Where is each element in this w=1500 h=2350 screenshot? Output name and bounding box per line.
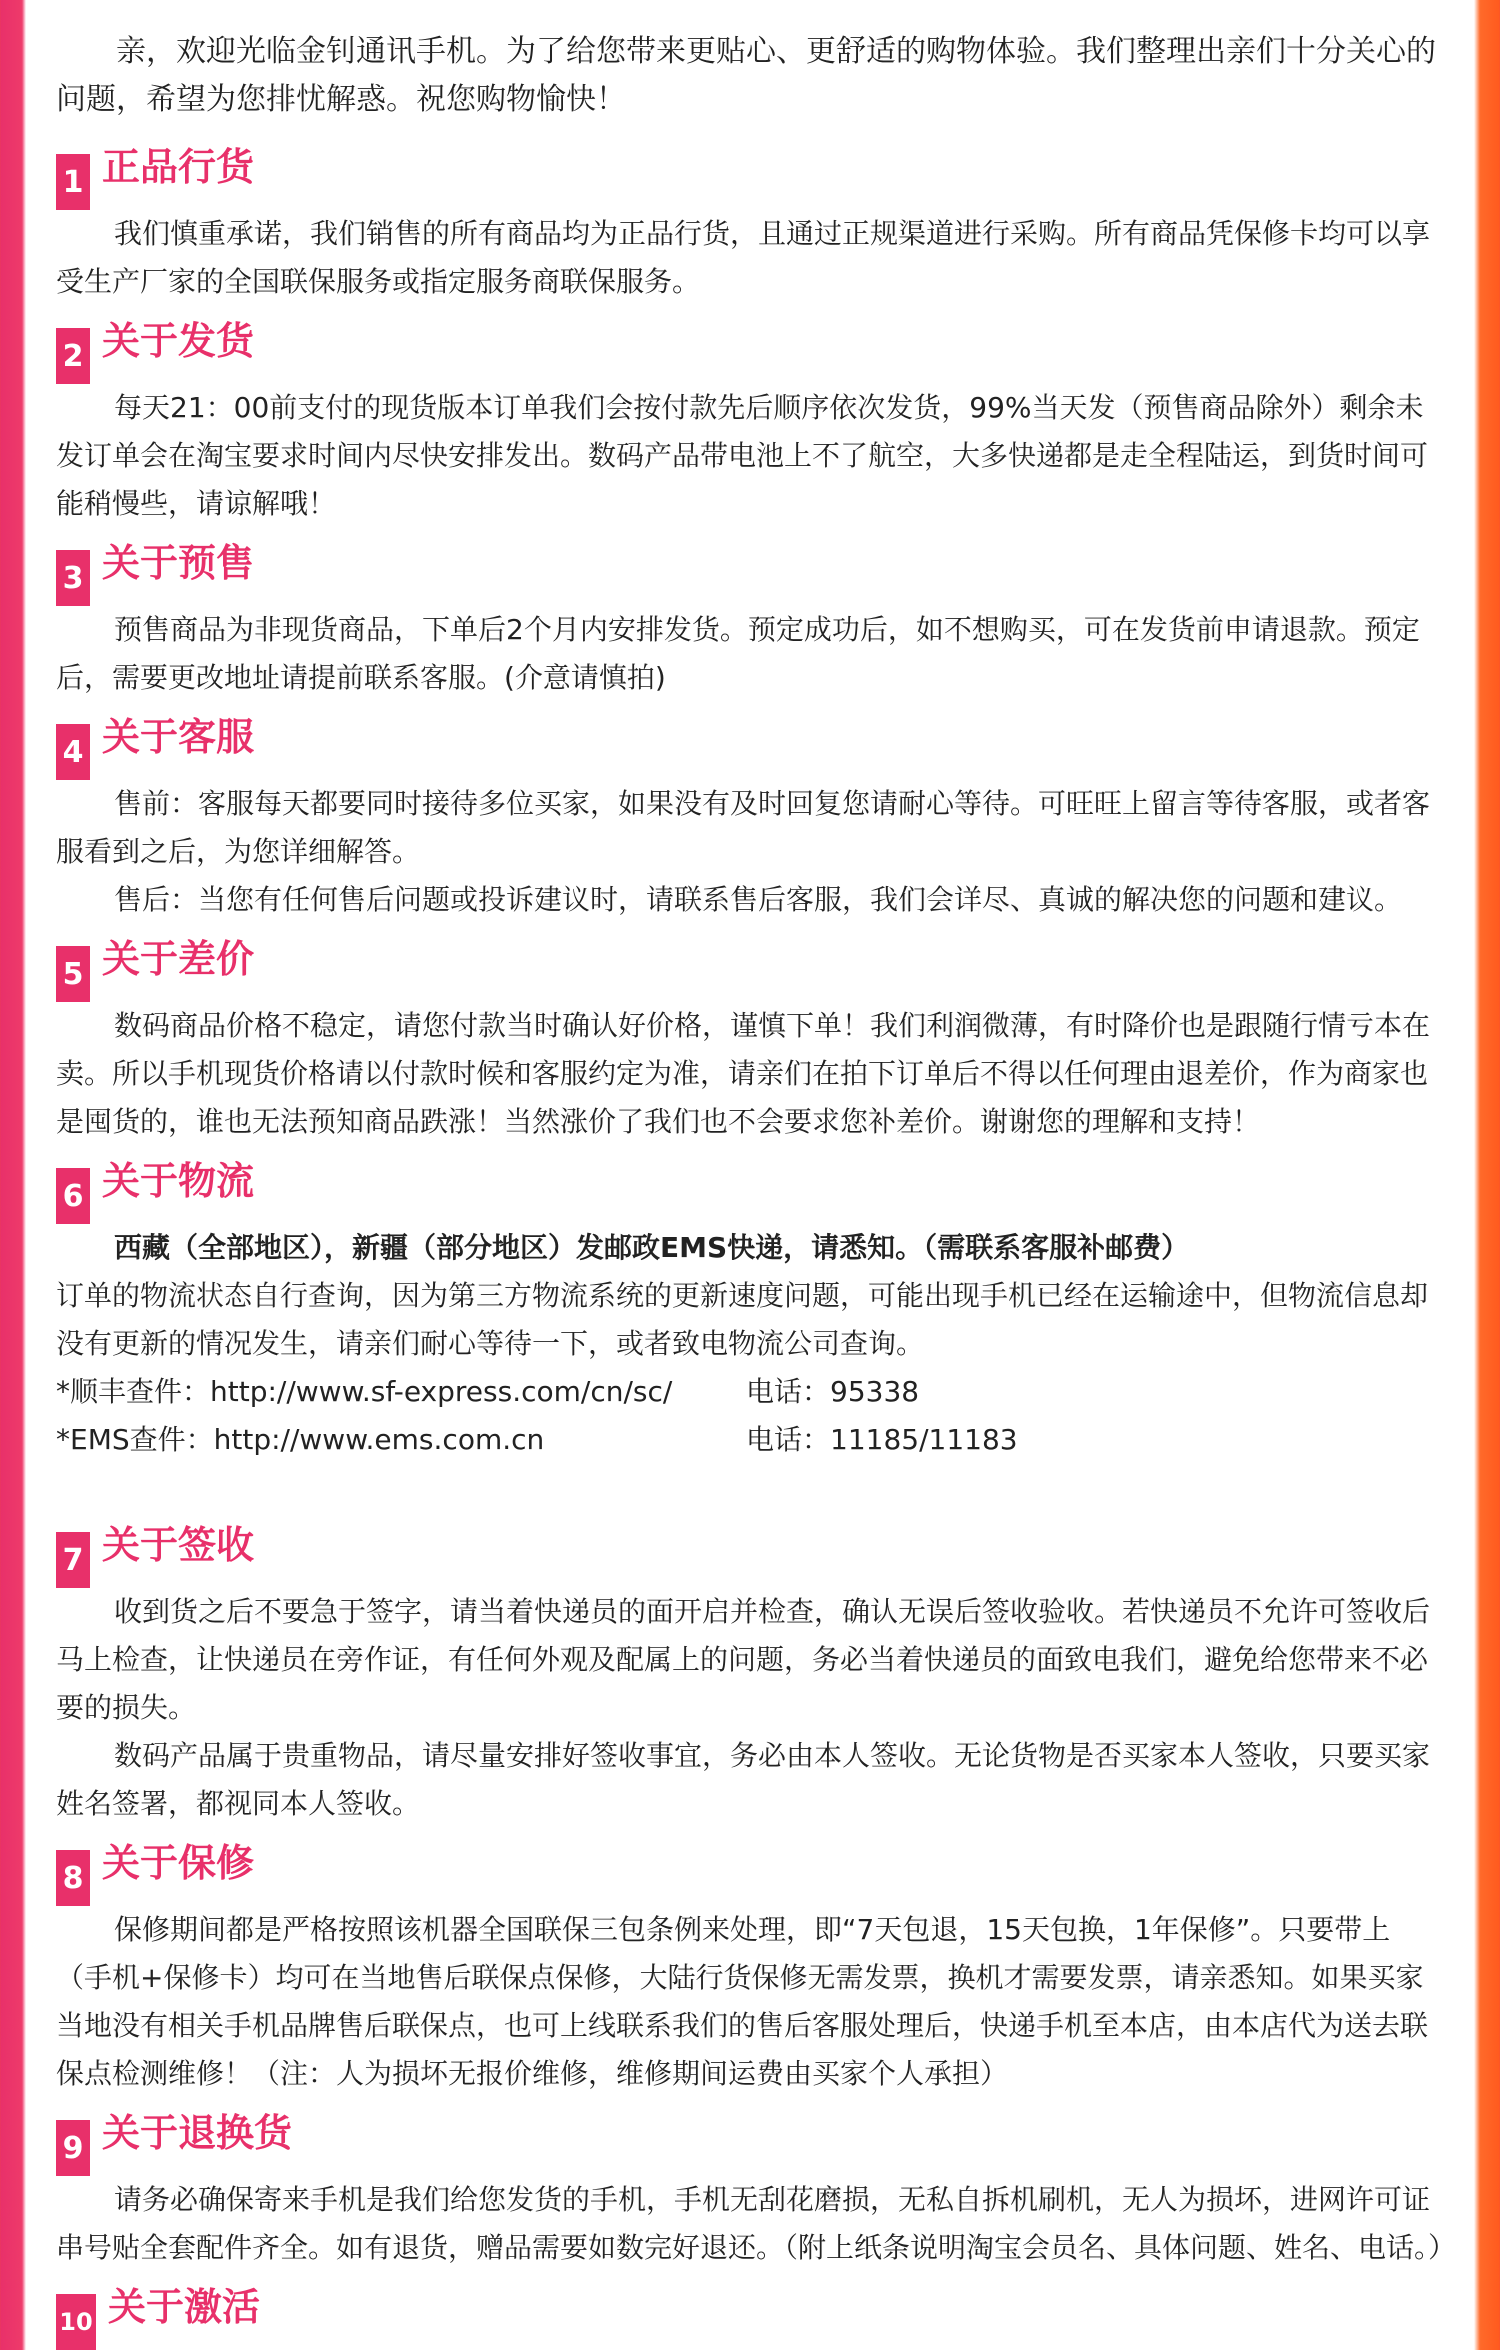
- section-title: 关于保修: [102, 1841, 255, 1885]
- section-paragraph: 订单的物流状态自行查询，因为第三方物流系统的更新速度问题，可能出现手机已经在运输途中，但物流信息却没有更新的情况发生，请亲们耐心等待一下，或者致电物流公司查询。: [56, 1279, 1429, 1360]
- section-number-badge: 9: [56, 2120, 90, 2176]
- section-title: 关于物流: [102, 1159, 255, 1203]
- section-header: [56, 1836, 1444, 1906]
- section-number-badge: 3: [56, 550, 90, 606]
- section-4: [56, 710, 1444, 924]
- section-header: [56, 140, 1444, 210]
- section-header: [56, 932, 1444, 1002]
- section-title: 关于激活: [108, 2285, 261, 2329]
- section-title: 关于退换货: [102, 2111, 293, 2155]
- tracking-link[interactable]: *顺丰查件：http://www.sf-express.com/cn/sc/: [56, 1375, 673, 1408]
- section-title: 关于客服: [102, 715, 255, 759]
- section-9: [56, 2106, 1457, 2272]
- contact-row: [56, 1416, 1444, 1464]
- section-paragraph: 收到货之后不要急于签字，请当着快递员的面开启并检查，确认无误后签收验收。若快递员不允许可签收后马上检查，让快递员在旁作证，有任何外观及配属上的问题，务必当着快递员的面致电我们，避免给您带来不必要的损失。: [56, 1595, 1431, 1724]
- tracking-link[interactable]: *EMS查件：http://www.ems.com.cn: [56, 1423, 545, 1456]
- phone-number: 电话：95338: [746, 1375, 920, 1408]
- section-title: 正品行货: [102, 145, 255, 189]
- section-header: [56, 1518, 1444, 1588]
- section-title: 关于签收: [102, 1523, 255, 1567]
- section-paragraph: 我们慎重承诺，我们销售的所有商品均为正品行货，且通过正规渠道进行采购。所有商品凭保修卡均可以享受生产厂家的全国联保服务或指定服务商联保服务。: [56, 217, 1431, 298]
- contact-row: [56, 1368, 1444, 1416]
- section-paragraph: 售前：客服每天都要同时接待多位买家，如果没有及时回复您请耐心等待。可旺旺上留言等待客服，或者客服看到之后，为您详细解答。: [56, 787, 1431, 868]
- section-header: [56, 2280, 1444, 2350]
- section-notice: 西藏（全部地区），新疆（部分地区）发邮政EMS快递，请悉知。（需联系客服补邮费）: [114, 1231, 1190, 1264]
- section-8: [56, 1836, 1444, 2098]
- section-number-badge: 6: [56, 1168, 90, 1224]
- section-paragraph: 数码产品属于贵重物品，请尽量安排好签收事宜，务必由本人签收。无论货物是否买家本人签收，只要买家姓名签署，都视同本人签收。: [56, 1739, 1431, 1820]
- section-header: [56, 314, 1444, 384]
- section-paragraph: 请务必确保寄来手机是我们给您发货的手机，手机无刮花磨损，无私自拆机刷机，无人为损坏，进网许可证串号贴全套配件齐全。如有退货，赠品需要如数完好退还。（附上纸条说明淘宝会员名、具体问题、姓名、电话。）: [56, 2183, 1457, 2264]
- sections-list: [56, 140, 1457, 2350]
- section-title: 关于发货: [102, 319, 255, 363]
- section-spacer: [56, 1464, 1444, 1510]
- section-number-badge: 10: [56, 2294, 96, 2350]
- section-3: [56, 536, 1444, 702]
- section-header: [56, 710, 1444, 780]
- section-number-badge: 8: [56, 1850, 90, 1906]
- section-6: [56, 1154, 1444, 1510]
- policy-page: [26, 0, 1474, 2336]
- phone-number: 电话：11185/11183: [746, 1423, 1018, 1456]
- section-paragraph: 数码商品价格不稳定，请您付款当时确认好价格，谨慎下单！我们利润微薄，有时降价也是跟随行情亏本在卖。所以手机现货价格请以付款时候和客服约定为准，请亲们在拍下订单后不得以任何理由退差价，作为商家也是囤货的，谁也无法预知商品跌涨！当然涨价了我们也不会要求您补差价。谢谢您的理解和支持！: [56, 1009, 1431, 1138]
- section-title: 关于预售: [102, 541, 255, 585]
- section-7: [56, 1518, 1444, 1828]
- section-header: [56, 1154, 1444, 1224]
- section-2: [56, 314, 1444, 528]
- section-header: [56, 2106, 1444, 2176]
- section-10: [56, 2280, 1444, 2350]
- section-1: [56, 140, 1444, 306]
- section-number-badge: 1: [56, 154, 90, 210]
- section-number-badge: 4: [56, 724, 90, 780]
- section-number-badge: 5: [56, 946, 90, 1002]
- section-paragraph: 预售商品为非现货商品，下单后2个月内安排发货。预定成功后，如不想购买，可在发货前申请退款。预定后，需要更改地址请提前联系客服。(介意请慎拍): [56, 613, 1420, 694]
- section-number-badge: 7: [56, 1532, 90, 1588]
- intro-text: 亲，欢迎光临金钊通讯手机。为了给您带来更贴心、更舒适的购物体验。我们整理出亲们十分关心的问题，希望为您排忧解惑。祝您购物愉快！: [56, 34, 1436, 117]
- section-title: 关于差价: [102, 937, 255, 981]
- section-number-badge: 2: [56, 328, 90, 384]
- section-5: [56, 932, 1444, 1146]
- section-header: [56, 536, 1444, 606]
- section-paragraph: 保修期间都是严格按照该机器全国联保三包条例来处理，即“7天包退，15天包换，1年保修”。只要带上（手机+保修卡）均可在当地售后联保点保修，大陆行货保修无需发票，换机才需要发票，请亲悉知。如果买家当地没有相关手机品牌售后联保点，也可上线联系我们的售后客服处理后，快递手机至本店，由本店代为送去联保点检测维修！（注：人为损坏无报价维修，维修期间运费由买家个人承担）: [56, 1913, 1429, 2090]
- section-paragraph: 每天21：00前支付的现货版本订单我们会按付款先后顺序依次发货，99%当天发（预售商品除外）剩余未发订单会在淘宝要求时间内尽快安排发出。数码产品带电池上不了航空，大多快递都是走全程陆运，到货时间可能稍慢些，请谅解哦！: [56, 391, 1429, 520]
- section-paragraph: 售后：当您有任何售后问题或投诉建议时，请联系售后客服，我们会详尽、真诚的解决您的问题和建议。: [114, 883, 1403, 916]
